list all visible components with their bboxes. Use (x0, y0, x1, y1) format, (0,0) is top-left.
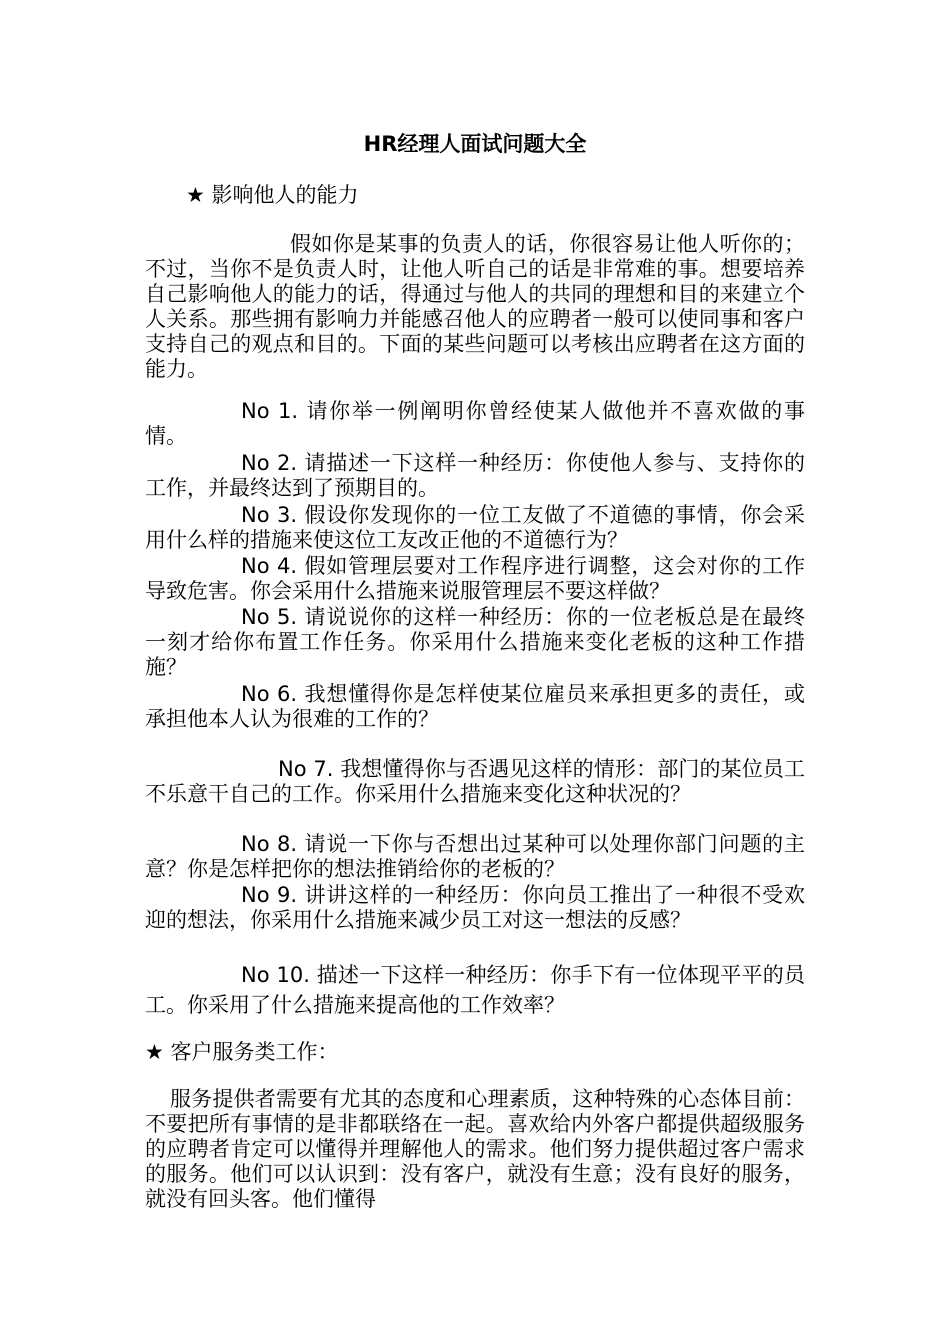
question-text: 请描述一下这样一种经历：你使他人参与、支持你的工作，并最终达到了预期目的。 (145, 451, 805, 500)
star-icon: ★ (145, 1040, 164, 1064)
question-text: 请说说你的这样一种经历：你的一位老板总是在最终一刻才给你布置工作任务。你采用什么措施来变化老板的这种工作措施？ (145, 605, 805, 679)
question-number: No 9. (241, 883, 298, 907)
section-heading-influence (186, 180, 359, 210)
question-item-1 (145, 399, 805, 449)
question-number: No 3. (241, 503, 298, 527)
question-number: No 1. (241, 399, 299, 423)
question-item-9 (145, 883, 805, 933)
question-item-3 (145, 503, 805, 553)
question-text: 我想懂得你是怎样使某位雇员来承担更多的责任，或承担他本人认为很难的工作的？ (145, 682, 805, 731)
star-icon: ★ (186, 183, 205, 207)
section-heading-text: 影响他人的能力 (211, 183, 359, 207)
question-text: 描述一下这样一种经历：你手下有一位体现平平的员工。你采用了什么措施来提高他的工作效率？ (145, 963, 805, 1017)
question-item-4 (145, 554, 805, 604)
question-number: No 8. (241, 832, 298, 856)
question-text: 假设你发现你的一位工友做了不道德的事情，你会采用什么样的措施来使这位工友改正他的不道德行为？ (145, 503, 805, 552)
question-number: No 6. (241, 682, 298, 706)
question-item-2 (145, 451, 805, 501)
section-heading-text: 客户服务类工作： (170, 1040, 339, 1064)
question-number: No 10. (241, 963, 310, 987)
question-text: 请说一下你与否想出过某种可以处理你部门问题的主意？你是怎样把你的想法推销给你的老板的？ (145, 832, 805, 881)
question-text: 讲讲这样的一种经历：你向员工推出了一种很不受欢迎的想法，你采用什么措施来减少员工对这一想法的反感？ (145, 883, 805, 932)
question-item-8 (145, 832, 805, 882)
service-intro-paragraph: 服务提供者需要有尤其的态度和心理素质，这种特殊的心态体目前：不要把所有事情的是非都联络在一起。喜欢给内外客户都提供超级服务的应聘者肯定可以懂得并理解他人的需求。他们努力提供超过客户需求的服务。他们可以认识到：没有客户，就没有生意；没有良好的服务，就没有回头客。他们懂得 (145, 1087, 805, 1211)
question-number: No 4. (241, 554, 298, 578)
question-item-6 (145, 682, 805, 732)
question-text: 请你举一例阐明你曾经使某人做他并不喜欢做的事情。 (145, 399, 805, 448)
question-number: No 5. (241, 605, 298, 629)
title-text: HR经理人面试问题大全 (363, 132, 587, 156)
document-title (0, 129, 950, 159)
question-text: 我想懂得你与否遇见这样的情形：部门的某位员工不乐意干自己的工作。你采用什么措施来变化这种状况的？ (145, 757, 805, 806)
question-item-5 (145, 605, 805, 680)
question-number: No 7. (278, 757, 334, 781)
question-item-10 (145, 960, 805, 1020)
question-number: No 2. (241, 451, 298, 475)
section-intro-paragraph: 假如你是某事的负责人的话，你很容易让他人听你的；不过，当你不是负责人时，让他人听自己的话是非常难的事。想要培养自己影响他人的能力的话，得通过与他人的共同的理想和目的来建立个人关系。那些拥有影响力并能感召他人的应聘者一般可以使同事和客户支持自己的观点和目的。下面的某些问题可以考核出应聘者在这方面的能力。 (145, 232, 805, 381)
question-text: 假如管理层要对工作程序进行调整，这会对你的工作导致危害。你会采用什么措施来说服管理层不要这样做？ (145, 554, 805, 603)
section-heading-customer-service (145, 1037, 339, 1067)
question-item-7 (145, 757, 805, 807)
